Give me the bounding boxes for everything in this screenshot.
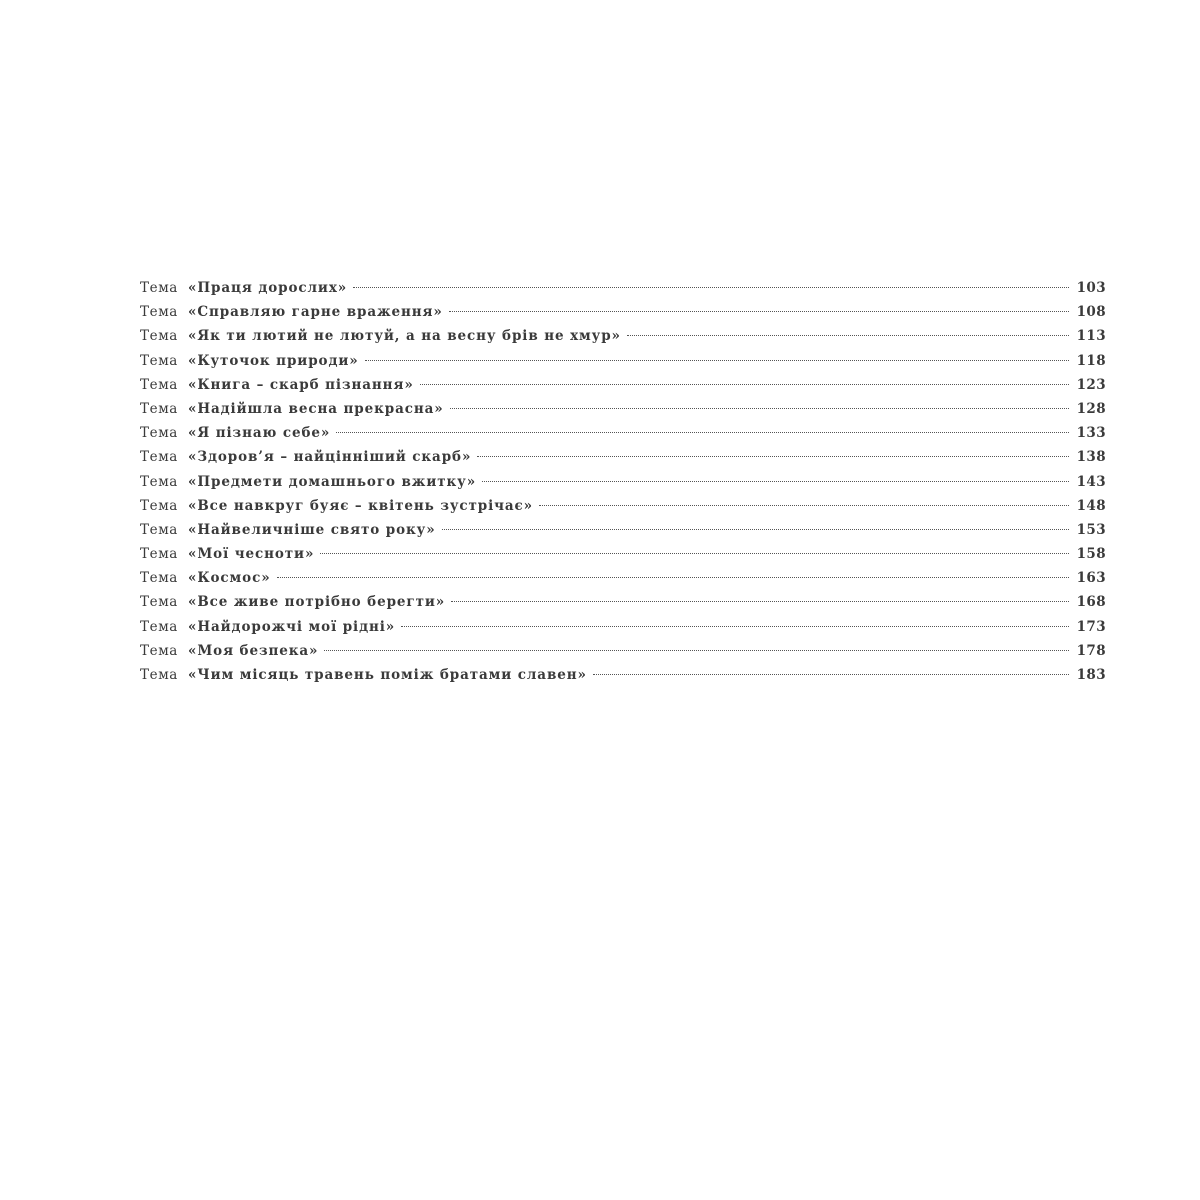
- toc-entry-title: «Справляю гарне враження»: [188, 304, 443, 321]
- toc-entry-page-number: 103: [1076, 280, 1106, 296]
- table-of-contents: [140, 276, 1106, 687]
- toc-entry-title: «Моя безпека»: [188, 642, 319, 659]
- toc-entry-page-number: 143: [1076, 473, 1106, 490]
- toc-entry[interactable]: [140, 397, 1106, 421]
- toc-entry-page-number: 168: [1076, 594, 1106, 611]
- toc-entry-prefix: Тема: [140, 304, 178, 321]
- toc-entry-page-number: 183: [1076, 667, 1106, 683]
- toc-entry[interactable]: [140, 518, 1106, 542]
- dot-leader: [442, 529, 1069, 530]
- dot-leader: [449, 311, 1069, 312]
- toc-entry-title: «Я пізнаю себе»: [188, 425, 331, 442]
- toc-entry-title: «Куточок природи»: [188, 352, 359, 369]
- toc-entry-page-number: 133: [1076, 425, 1106, 442]
- toc-entry-prefix: Тема: [140, 473, 178, 490]
- toc-entry-prefix: Тема: [140, 667, 178, 683]
- toc-entry-page-number: 153: [1076, 521, 1106, 538]
- dot-leader: [353, 287, 1069, 288]
- toc-entry[interactable]: [140, 566, 1106, 590]
- toc-entry-title: «Все живе потрібно берегти»: [188, 594, 446, 611]
- toc-entry-prefix: Тема: [140, 570, 178, 587]
- dot-leader: [451, 601, 1069, 602]
- toc-entry-prefix: Тема: [140, 546, 178, 563]
- toc-entry-prefix: Тема: [140, 521, 178, 538]
- toc-entry-page-number: 113: [1076, 328, 1106, 345]
- toc-entry-page-number: 163: [1076, 570, 1106, 587]
- toc-entry-title: «Мої чесноти»: [188, 546, 315, 563]
- dot-leader: [593, 674, 1069, 675]
- toc-entry-prefix: Тема: [140, 280, 178, 296]
- toc-entry[interactable]: [140, 470, 1106, 494]
- toc-entry-page-number: 178: [1076, 642, 1106, 659]
- toc-entry-prefix: Тема: [140, 449, 178, 466]
- toc-entry-prefix: Тема: [140, 618, 178, 635]
- dot-leader: [482, 481, 1069, 482]
- toc-entry-page-number: 158: [1076, 546, 1106, 563]
- toc-entry[interactable]: [140, 542, 1106, 566]
- dot-leader: [627, 335, 1069, 336]
- toc-entry-title: «Як ти лютий не лютуй, а на весну брів не хмур»: [188, 328, 621, 345]
- toc-entry-prefix: Тема: [140, 425, 178, 442]
- dot-leader: [336, 432, 1069, 433]
- dot-leader: [277, 577, 1069, 578]
- toc-entry[interactable]: [140, 324, 1106, 348]
- toc-entry[interactable]: [140, 639, 1106, 663]
- toc-entry-prefix: Тема: [140, 497, 178, 514]
- dot-leader: [420, 384, 1069, 385]
- toc-entry-title: «Чим місяць травень поміж братами славен»: [188, 667, 587, 683]
- toc-entry-page-number: 118: [1076, 352, 1106, 369]
- toc-entry[interactable]: [140, 300, 1106, 324]
- toc-entry-title: «Предмети домашнього вжитку»: [188, 473, 477, 490]
- dot-leader: [450, 408, 1069, 409]
- toc-entry-page-number: 138: [1076, 449, 1106, 466]
- toc-entry-title: «Надійшла весна прекрасна»: [188, 400, 444, 417]
- dot-leader: [365, 360, 1069, 361]
- toc-entry[interactable]: [140, 276, 1106, 300]
- toc-entry[interactable]: [140, 373, 1106, 397]
- toc-entry-prefix: Тема: [140, 328, 178, 345]
- toc-entry[interactable]: [140, 421, 1106, 445]
- toc-entry-prefix: Тема: [140, 400, 178, 417]
- toc-entry[interactable]: [140, 445, 1106, 469]
- toc-entry-title: «Найвеличніше свято року»: [188, 521, 436, 538]
- toc-entry-title: «Космос»: [188, 570, 271, 587]
- toc-entry-prefix: Тема: [140, 594, 178, 611]
- toc-entry-page-number: 123: [1076, 376, 1106, 393]
- toc-entry-prefix: Тема: [140, 642, 178, 659]
- toc-entry-title: «Все навкруг буяє – квітень зустрічає»: [188, 497, 534, 514]
- toc-entry-page-number: 108: [1076, 304, 1106, 321]
- toc-entry-prefix: Тема: [140, 376, 178, 393]
- dot-leader: [324, 650, 1069, 651]
- toc-entry[interactable]: [140, 590, 1106, 614]
- toc-entry[interactable]: [140, 615, 1106, 639]
- toc-entry[interactable]: [140, 494, 1106, 518]
- dot-leader: [320, 553, 1069, 554]
- toc-entry-page-number: 148: [1076, 497, 1106, 514]
- dot-leader: [401, 626, 1069, 627]
- toc-entry-title: «Найдорожчі мої рідні»: [188, 618, 396, 635]
- toc-entry-title: «Здоров’я – найцінніший скарб»: [188, 449, 472, 466]
- toc-entry-title: «Праця дорослих»: [188, 280, 348, 296]
- toc-entry-prefix: Тема: [140, 352, 178, 369]
- dot-leader: [539, 505, 1069, 506]
- toc-entry-page-number: 128: [1076, 400, 1106, 417]
- toc-entry[interactable]: [140, 663, 1106, 687]
- toc-entry-title: «Книга – скарб пізнання»: [188, 376, 414, 393]
- toc-entry-page-number: 173: [1076, 618, 1106, 635]
- dot-leader: [477, 456, 1069, 457]
- toc-entry[interactable]: [140, 349, 1106, 373]
